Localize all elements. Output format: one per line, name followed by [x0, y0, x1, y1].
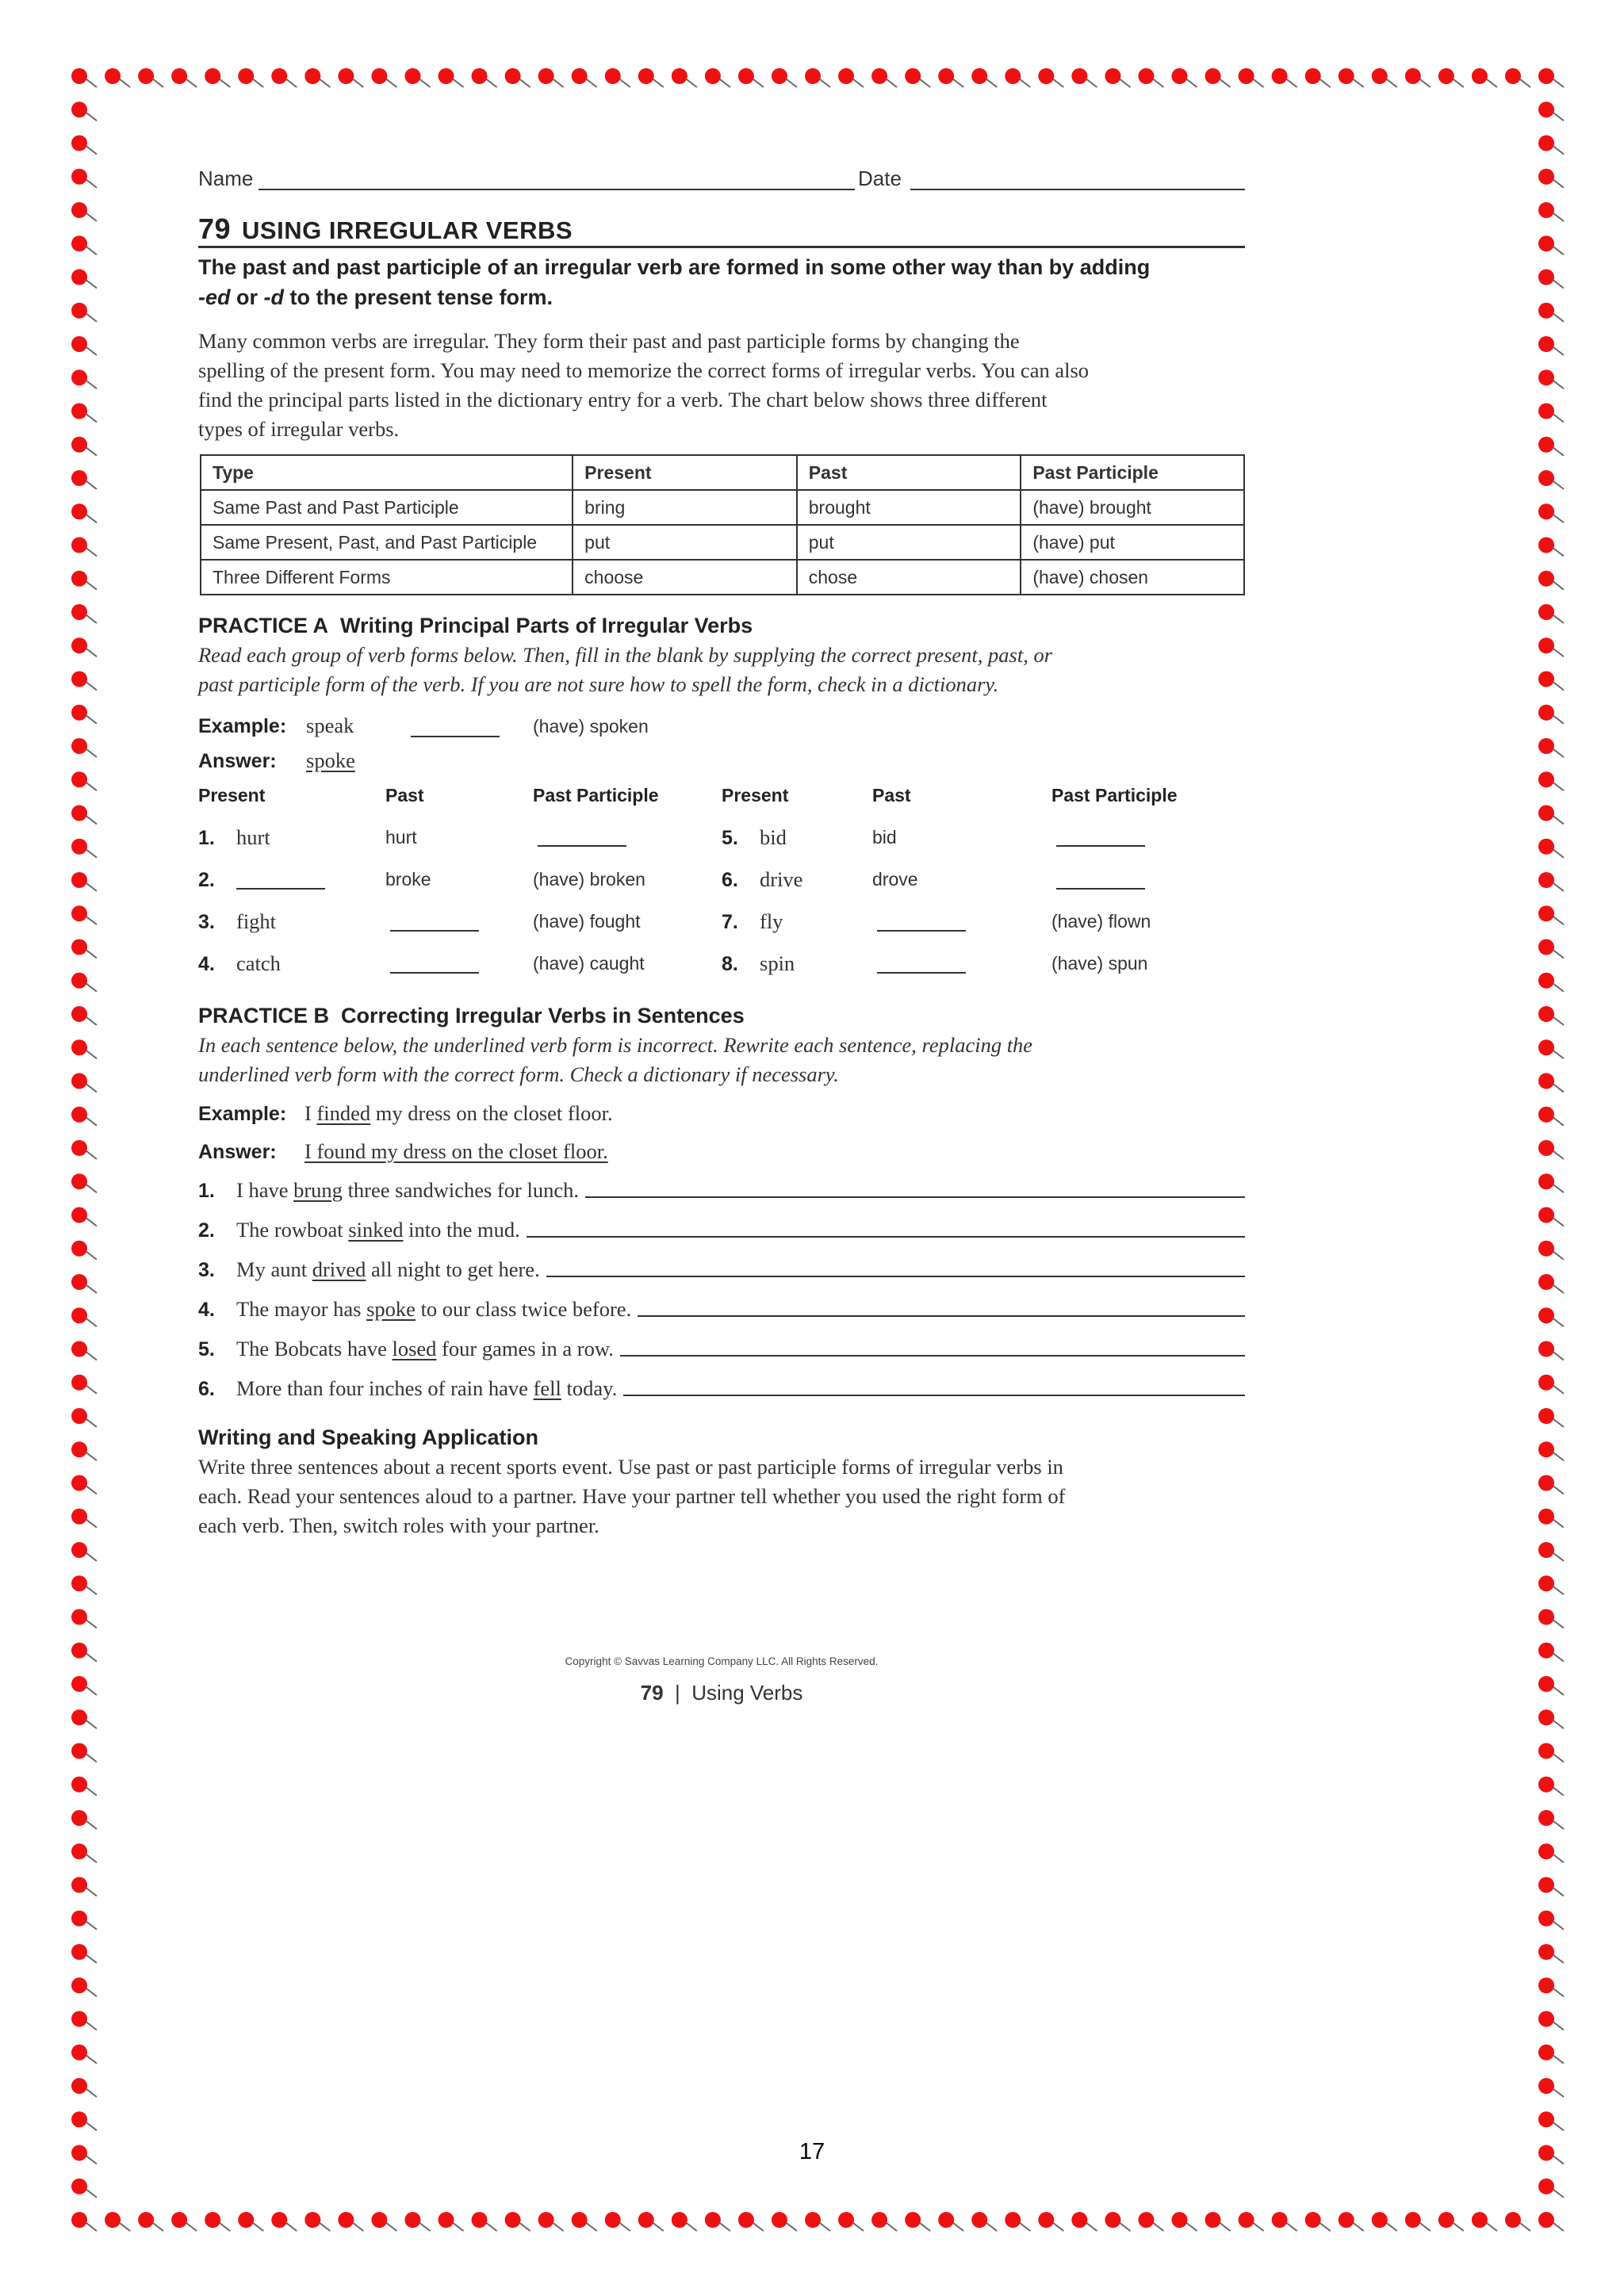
lesson-title — [198, 212, 573, 246]
sentence-number: 4. — [198, 1299, 215, 1321]
practice-b-label: PRACTICE B — [198, 1004, 330, 1027]
answer-line[interactable] — [620, 1355, 1245, 1357]
item-number: 5. — [722, 827, 738, 849]
practice-b-instructions — [198, 1031, 1261, 1089]
col-header-past: Past — [385, 785, 424, 806]
item-present: spin — [760, 951, 795, 975]
underlined-verb: drived — [312, 1257, 366, 1281]
date-label: Date — [858, 166, 902, 190]
sentence-row — [198, 1297, 1245, 1322]
sentence-text: I — [304, 1101, 317, 1125]
intro-line: types of irregular verbs. — [198, 417, 400, 441]
practice-b-title: Correcting Irregular Verbs in Sentences — [341, 1004, 745, 1027]
underlined-verb: losed — [392, 1337, 437, 1360]
answer-line[interactable] — [546, 1276, 1245, 1277]
footer-chapter: Using Verbs — [691, 1681, 803, 1705]
sentence-text: today. — [561, 1376, 618, 1400]
table-header-row — [201, 455, 1244, 490]
item-participle: (have) fought — [533, 911, 641, 932]
item-4-past-blank[interactable] — [390, 972, 479, 974]
table-cell: (have) put — [1021, 525, 1244, 560]
table-header: Past — [797, 455, 1021, 490]
table-cell: put — [573, 525, 797, 560]
application-paragraph — [198, 1452, 1261, 1540]
item-participle: (have) flown — [1051, 911, 1151, 932]
sentence-text: My aunt — [236, 1257, 312, 1281]
item-number: 6. — [722, 869, 738, 891]
sentence-text: my dress on the closet floor. — [370, 1101, 613, 1125]
answer-sentence: I found my dress on the closet floor. — [304, 1139, 608, 1163]
intro-line: find the principal parts listed in the dictionary entry for a verb. The chart below shows three different — [198, 388, 1048, 411]
sentence — [236, 1257, 540, 1282]
example-label: Example: — [198, 715, 287, 737]
sentence — [236, 1218, 520, 1242]
underlined-verb: sinked — [348, 1218, 404, 1242]
sentence-row — [198, 1337, 1245, 1361]
sentence-text: into the mud. — [403, 1218, 520, 1242]
sentence-text: four games in a row. — [436, 1337, 614, 1360]
underlined-verb: spoke — [366, 1297, 416, 1321]
item-number: 4. — [198, 953, 215, 975]
rule-or: or — [230, 285, 264, 309]
table-cell: choose — [573, 560, 797, 595]
date-field[interactable] — [910, 189, 1245, 190]
item-past: bid — [872, 827, 897, 848]
sentence-text: to our class twice before. — [415, 1297, 632, 1321]
col-header-participle: Past Participle — [533, 785, 659, 806]
answer-line[interactable] — [638, 1315, 1245, 1317]
footer-separator: | — [674, 1681, 680, 1705]
sentence-text: all night to get here. — [366, 1257, 540, 1281]
table-cell: bring — [573, 490, 797, 525]
page-number: 17 — [799, 2139, 825, 2164]
item-number: 3. — [198, 911, 215, 933]
table-cell: (have) chosen — [1021, 560, 1244, 595]
item-present: hurt — [236, 825, 270, 849]
item-7-past-blank[interactable] — [877, 930, 966, 932]
table-row — [201, 525, 1244, 560]
rule-line-1: The past and past participle of an irregular verb are formed in some other way than by adding — [198, 255, 1151, 279]
practice-a-label: PRACTICE A — [198, 614, 329, 637]
answer-line[interactable] — [527, 1236, 1245, 1238]
table-cell: brought — [797, 490, 1021, 525]
item-present: fight — [236, 909, 277, 933]
item-present: bid — [760, 825, 787, 849]
sentence-number: 3. — [198, 1259, 215, 1281]
rule-rest: to the present tense form. — [284, 285, 553, 309]
sentence-row — [198, 1376, 1245, 1401]
answer-label: Answer: — [198, 750, 277, 772]
sentence-number: 6. — [198, 1378, 215, 1400]
table-header: Type — [201, 455, 573, 490]
name-field[interactable] — [259, 189, 855, 190]
instruction-line: underlined verb form with the correct form. Check a dictionary if necessary. — [198, 1062, 839, 1086]
sentence — [236, 1376, 617, 1401]
sentence — [236, 1178, 579, 1203]
sentence-text: The mayor has — [236, 1297, 367, 1321]
application-line: each. Read your sentences aloud to a partner. Have your partner tell whether you used the right form of — [198, 1484, 1066, 1508]
sentence-number: 1. — [198, 1180, 215, 1202]
example-label: Example: — [198, 1103, 287, 1125]
table-cell: put — [797, 525, 1021, 560]
rule-statement — [198, 252, 1253, 312]
item-number: 2. — [198, 869, 215, 891]
lesson-title-text: USING IRREGULAR VERBS — [242, 216, 573, 244]
underlined-verb: finded — [316, 1101, 371, 1125]
practice-a-title: Writing Principal Parts of Irregular Verbs — [340, 614, 753, 637]
item-number: 1. — [198, 827, 215, 849]
item-participle: (have) spun — [1051, 953, 1148, 974]
example-sentence — [304, 1101, 613, 1126]
col-header-past-2: Past — [872, 785, 911, 806]
table-header: Present — [573, 455, 797, 490]
sentence-row — [198, 1178, 1245, 1203]
col-header-participle-2: Past Participle — [1051, 785, 1178, 806]
item-number: 7. — [722, 911, 738, 933]
sentence-number: 2. — [198, 1219, 215, 1242]
col-header-present-2: Present — [722, 785, 789, 806]
practice-a-instructions — [198, 641, 1261, 699]
item-present: drive — [760, 867, 803, 891]
application-line: each verb. Then, switch roles with your partner. — [198, 1513, 599, 1537]
sentence — [236, 1337, 614, 1361]
item-5-participle-blank[interactable] — [1056, 845, 1145, 847]
table-cell: (have) brought — [1021, 490, 1244, 525]
page-footer — [0, 1681, 1443, 1705]
rule-line-2 — [198, 282, 1253, 312]
sentence-text: I have — [236, 1178, 294, 1202]
sentence-text: The rowboat — [236, 1218, 349, 1242]
intro-paragraph — [198, 327, 1261, 444]
example-present: speak — [306, 714, 354, 737]
item-6-participle-blank[interactable] — [1056, 888, 1145, 890]
application-heading: Writing and Speaking Application — [198, 1425, 539, 1449]
item-participle: (have) broken — [533, 869, 645, 890]
answer-value: spoke — [306, 748, 355, 772]
table-row — [201, 560, 1244, 595]
sentence-row — [198, 1218, 1245, 1242]
item-1-participle-blank[interactable] — [538, 845, 626, 847]
answer-line[interactable] — [623, 1395, 1245, 1396]
instruction-line: past participle form of the verb. If you are not sure how to spell the form, check in a dictionary. — [198, 672, 999, 696]
footer-lesson-number: 79 — [640, 1681, 664, 1705]
copyright-notice: Copyright © Savvas Learning Company LLC. All Rights Reserved. — [565, 1655, 879, 1667]
item-2-present-blank[interactable] — [236, 888, 325, 890]
instruction-line: In each sentence below, the underlined verb form is incorrect. Rewrite each sentence, replacing the — [198, 1033, 1033, 1057]
sentence-number: 5. — [198, 1338, 215, 1360]
underlined-verb: fell — [533, 1376, 561, 1400]
col-header-present: Present — [198, 785, 266, 806]
title-rule — [198, 246, 1245, 248]
practice-b-heading — [198, 1004, 745, 1028]
irregular-verb-chart — [200, 454, 1245, 595]
sentence-text: More than four inches of rain have — [236, 1376, 534, 1400]
answer-label: Answer: — [198, 1141, 277, 1163]
ed-suffix: -ed — [198, 285, 231, 309]
practice-a-heading — [198, 614, 753, 638]
application-line: Write three sentences about a recent sports event. Use past or past participle forms of irregular verbs in — [198, 1455, 1063, 1479]
intro-line: Many common verbs are irregular. They form their past and past participle forms by changing the — [198, 329, 1020, 353]
item-number: 8. — [722, 953, 738, 975]
underlined-verb: brung — [293, 1178, 343, 1202]
table-cell: Same Present, Past, and Past Participle — [201, 525, 573, 560]
intro-line: spelling of the present form. You may need to memorize the correct forms of irregular verbs. You can also — [198, 358, 1090, 382]
sentence-text: The Bobcats have — [236, 1337, 393, 1360]
item-8-past-blank[interactable] — [877, 972, 966, 974]
item-past: drove — [872, 869, 918, 890]
item-3-past-blank[interactable] — [390, 930, 479, 932]
d-suffix: -d — [263, 285, 284, 309]
item-past: hurt — [385, 827, 417, 848]
lesson-number: 79 — [198, 212, 232, 245]
table-cell: Three Different Forms — [201, 560, 573, 595]
table-cell: chose — [797, 560, 1021, 595]
item-participle: (have) caught — [533, 953, 645, 974]
example-participle: (have) spoken — [533, 716, 649, 737]
table-header: Past Participle — [1021, 455, 1244, 490]
sentence-text: three sandwiches for lunch. — [342, 1178, 579, 1202]
item-past: broke — [385, 869, 431, 890]
sentence — [236, 1297, 631, 1322]
table-row — [201, 490, 1244, 525]
item-present: fly — [760, 909, 783, 933]
example-blank — [411, 736, 500, 737]
sentence-row — [198, 1257, 1245, 1282]
table-cell: Same Past and Past Participle — [201, 490, 573, 525]
item-present: catch — [236, 951, 281, 975]
instruction-line: Read each group of verb forms below. Then, fill in the blank by supplying the correct present, past, or — [198, 643, 1053, 667]
name-label: Name — [198, 166, 254, 190]
answer-line[interactable] — [585, 1196, 1245, 1198]
